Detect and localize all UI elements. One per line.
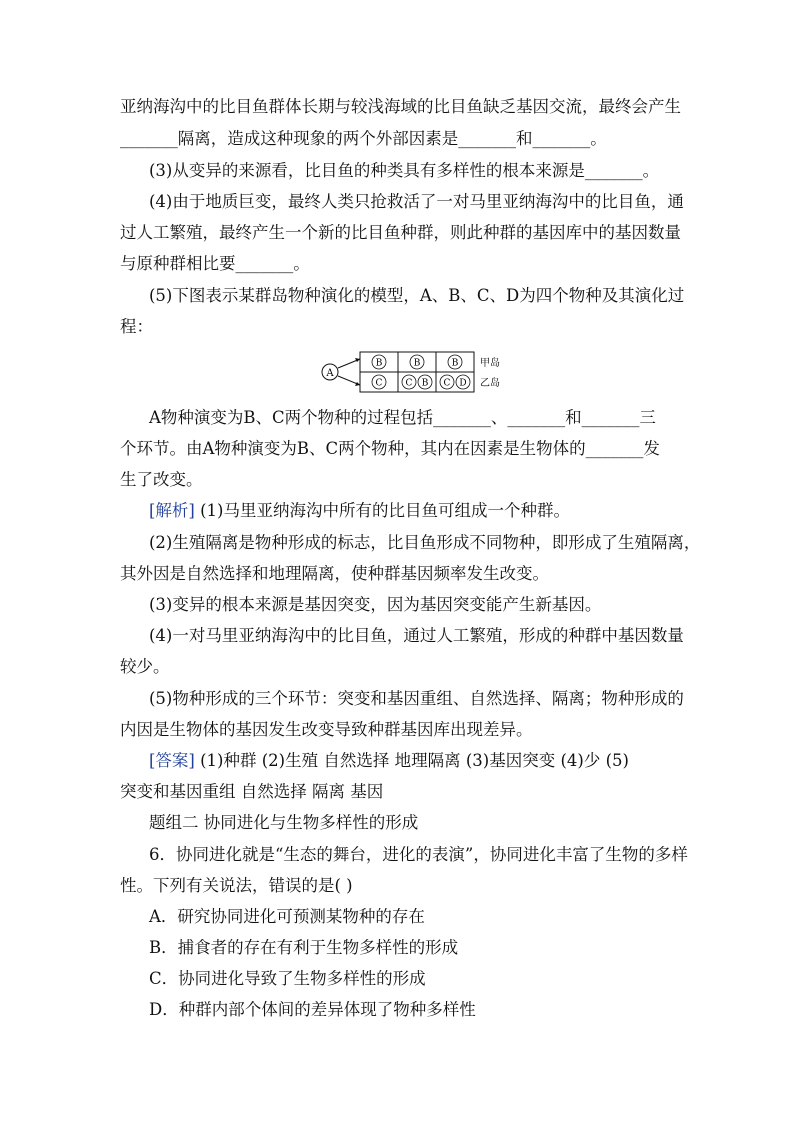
bottom-species-label: D [459, 378, 467, 389]
text-line: 内因是生物体的基因发生改变导致种群基因库出现差异。 [120, 720, 533, 739]
species-a-label: A [326, 368, 334, 379]
question-stem: 性。下列有关说法，错误的是( ) [120, 876, 353, 895]
text-line: (3)从变异的来源看，比目鱼的种类具有多样性的根本来源是_______。 [149, 161, 660, 180]
text-line: 过人工繁殖，最终产生一个新的比目鱼种群，则此种群的基因库中的基因数量 [120, 223, 681, 242]
option-c: C．协同进化导致了生物多样性的形成 [149, 969, 426, 988]
island-evolution-diagram [320, 350, 520, 394]
bottom-species-label: B [421, 378, 429, 389]
top-species-label: B [375, 358, 383, 369]
question-stem: 6．协同进化就是“生态的舞台，进化的表演”，协同进化丰富了生物的多样 [149, 845, 688, 864]
top-species-label: B [451, 358, 459, 369]
option-a: A．研究协同进化可预测某物种的存在 [149, 907, 425, 926]
analysis-tag: [解析] [149, 501, 195, 520]
analysis-line [149, 500, 570, 522]
section-title: 题组二 协同进化与生物多样性的形成 [149, 813, 419, 832]
bottom-row-species [372, 375, 470, 389]
text-line: (3)变异的根本来源是基因突变，因为基因突变能产生新基因。 [149, 595, 602, 614]
island-label-top: 甲岛 [480, 358, 500, 369]
option-b: B．捕食者的存在有利于生物多样性的形成 [149, 938, 459, 957]
text-line: 生了改变。 [120, 470, 203, 489]
answer-tag: [答案] [149, 751, 195, 770]
text-line: (5)物种形成的三个环节：突变和基因重组、自然选择、隔离；物种形成的 [149, 689, 684, 708]
text-line: A物种演变为B、C两个物种的过程包括_______、_______和_______三 [149, 408, 656, 427]
text-line: _______隔离，造成这种现象的两个外部因素是_______和_______。 [120, 129, 607, 148]
top-row-species [372, 355, 462, 369]
text-line: 亚纳海沟中的比目鱼群体长期与较浅海域的比目鱼缺乏基因交流，最终会产生 [120, 97, 681, 116]
island-label-bottom: 乙岛 [480, 378, 500, 389]
option-d: D．种群内部个体间的差异体现了物种多样性 [149, 1000, 476, 1019]
text-line: 突变和基因重组 自然选择 隔离 基因 [120, 782, 384, 801]
text-line: (4)一对马里亚纳海沟中的比目鱼，通过人工繁殖，形成的种群中基因数量 [149, 626, 684, 645]
top-species-label: B [413, 358, 421, 369]
analysis-text: (1)马里亚纳海沟中所有的比目鱼可组成一个种群。 [200, 501, 570, 520]
text-line: 个环节。由A物种演变为B、C两个物种，其内在因素是生物体的_______发 [120, 439, 660, 458]
arrowhead-bottom-icon [355, 382, 360, 386]
bottom-species-label: C [405, 378, 413, 389]
bottom-species-label: C [375, 378, 383, 389]
text-line: 其外因是自然选择和地理隔离，使种群基因频率发生改变。 [120, 564, 549, 583]
bottom-species-label: C [443, 378, 451, 389]
arrowhead-top-icon [355, 358, 360, 362]
text-line: (2)生殖隔离是物种形成的标志，比目鱼形成不同物种，即形成了生殖隔离， [149, 533, 701, 552]
answer-line [149, 750, 629, 772]
text-line: 较少。 [120, 657, 170, 676]
text-line: 程： [120, 317, 153, 336]
text-line: 与原种群相比要_______。 [120, 254, 310, 273]
answer-text: (1)种群 (2)生殖 自然选择 地理隔离 (3)基因突变 (4)少 (5) [200, 751, 629, 770]
text-line: (4)由于地质巨变，最终人类只抢救活了一对马里亚纳海沟中的比目鱼，通 [149, 192, 684, 211]
text-line: (5)下图表示某群岛物种演化的模型，A、B、C、D为四个物种及其演化过 [149, 286, 685, 305]
